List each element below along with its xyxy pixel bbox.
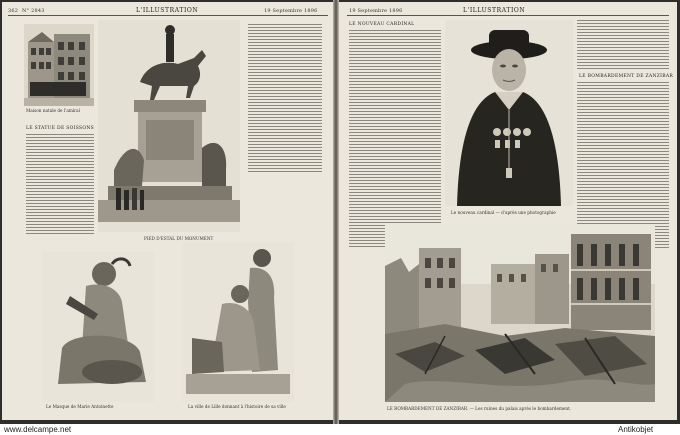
left-text-column-1 <box>26 134 94 234</box>
statue-mask-caption: Le Masque de Marie Antoinette <box>46 404 114 409</box>
left-section-heading: LE STATUE DE SOISSONS <box>26 126 95 131</box>
left-masthead: L'ILLUSTRATION <box>136 7 199 14</box>
house-caption: Maison natale de l'amiral <box>26 108 80 113</box>
zanzibar-ruins-engraving <box>385 224 655 402</box>
right-masthead: L'ILLUSTRATION <box>463 7 526 14</box>
statue-town-caption: La ville de Lille donnant à l'histoire de sa ville <box>188 404 286 409</box>
left-page-number: 362 <box>8 8 19 14</box>
right-text-column-1 <box>349 30 441 248</box>
right-text-column-2a <box>577 20 669 70</box>
right-header-rule <box>347 15 669 16</box>
statue-town-engraving <box>182 242 294 402</box>
equestrian-monument-engraving <box>98 20 240 232</box>
statue-mask-engraving <box>42 252 154 402</box>
cardinal-portrait-caption: Le nouveau cardinal — d'après une photographie <box>451 210 556 215</box>
right-section-heading-top: LE NOUVEAU CARDINAL <box>349 22 415 27</box>
left-date: 19 Septembre 1896 <box>264 8 318 14</box>
footer-right-watermark[interactable]: Antikobjet <box>618 425 654 434</box>
watermark-bar <box>0 424 680 435</box>
right-date: 19 Septembre 1896 <box>349 8 403 14</box>
left-issue-number: N° 2843 <box>22 8 45 14</box>
right-section-heading-mid: LE BOMBARDEMENT DE ZANZIBAR <box>579 74 674 79</box>
left-text-column-2 <box>248 24 322 174</box>
house-engraving <box>24 24 94 106</box>
left-page <box>2 2 333 420</box>
right-page <box>339 2 677 420</box>
footer-left-watermark[interactable]: www.delcampe.net <box>4 425 72 434</box>
monument-caption: PIED D'ESTAL DU MONUMENT <box>144 236 214 241</box>
cardinal-portrait-engraving <box>445 20 573 206</box>
left-header-rule <box>8 15 328 16</box>
zanzibar-caption: LE BOMBARDEMENT DE ZANZIBAR. — Les ruines du palais après le bombardement. <box>387 406 572 411</box>
